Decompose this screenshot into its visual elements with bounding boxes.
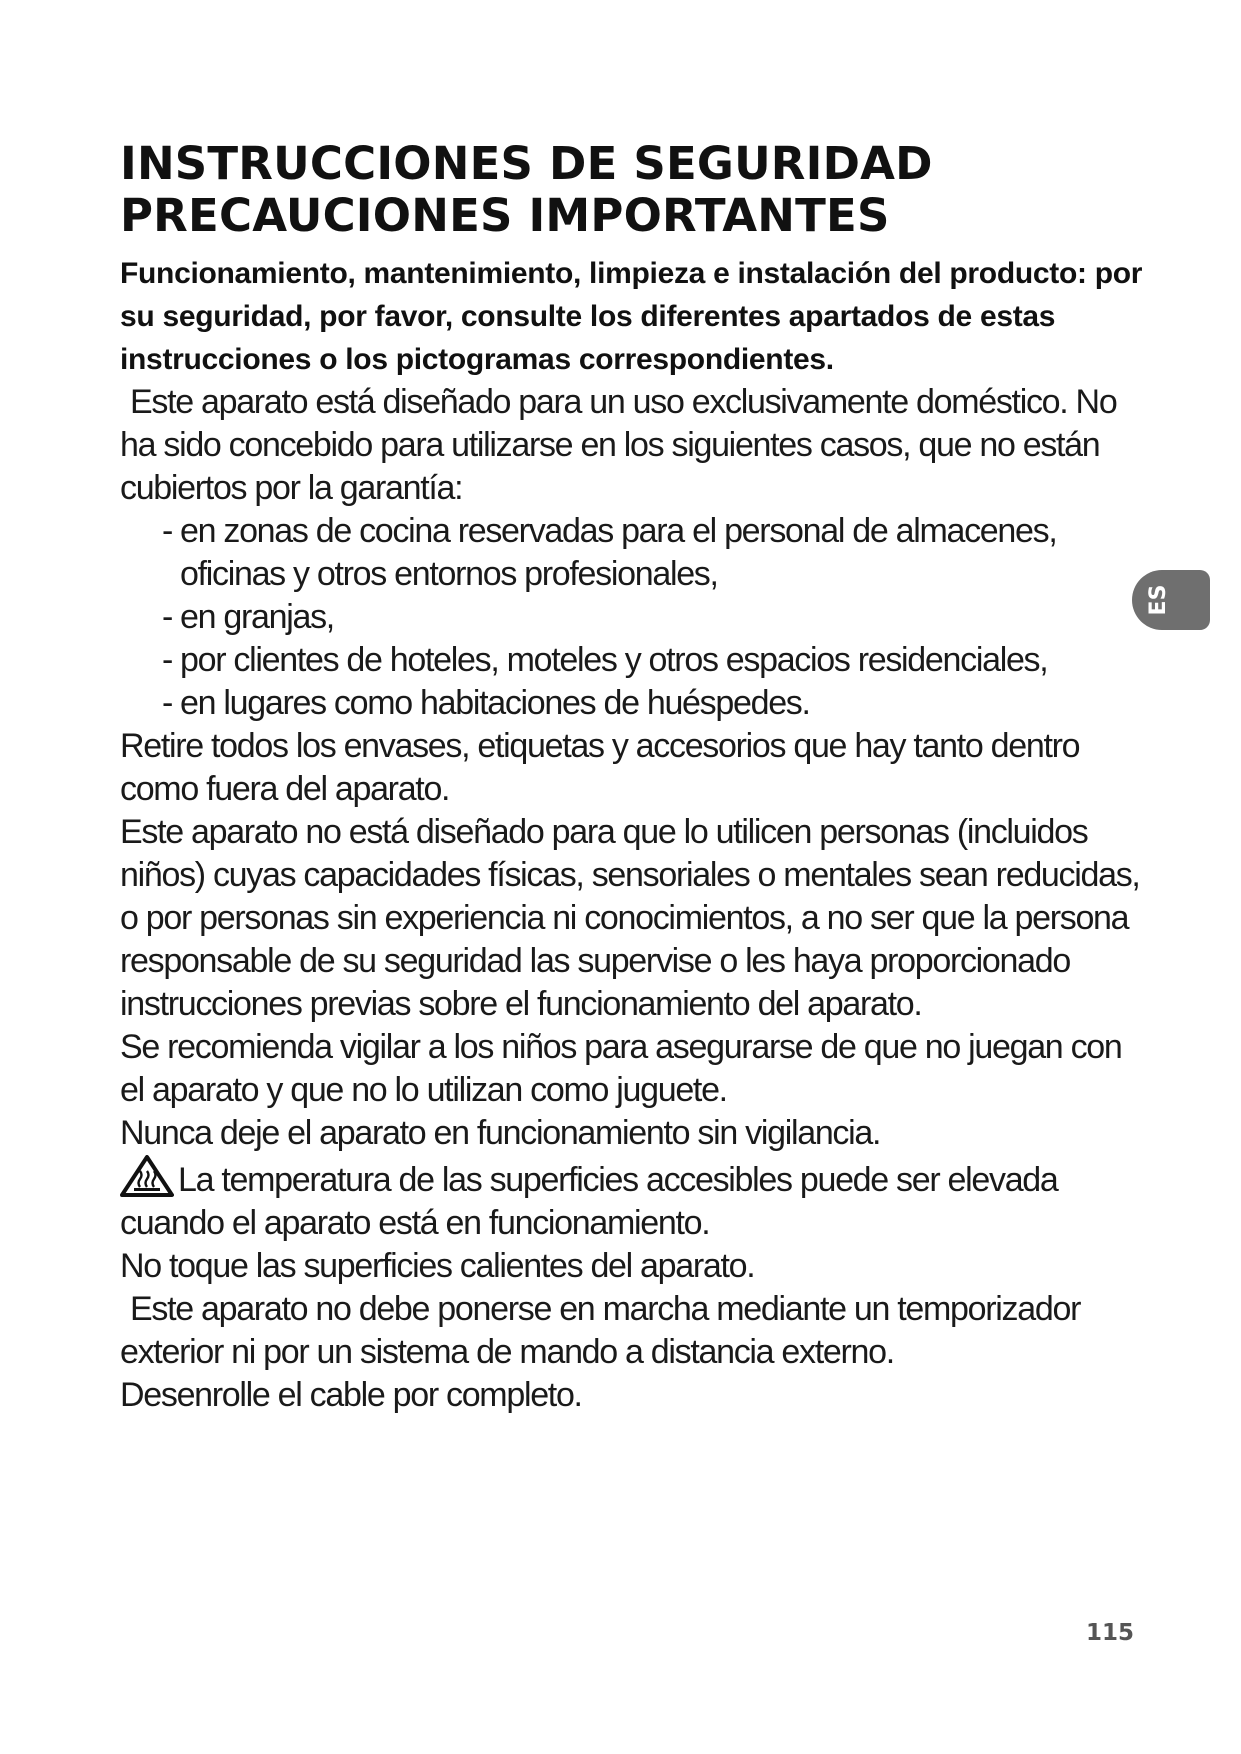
- paragraph-reduced-capacities: Este aparato no está diseñado para que lo utilicen personas (incluidos niños) cuyas capacidades físicas, sensoriales o mentales sean reducidas, o por personas sin experiencia ni conocimientos, a no ser que la persona responsable de su seguridad las supervise o les haya proporcionado instrucciones previas sobre el funcionamiento del aparato.: [120, 813, 1140, 1023]
- list-marker: -: [162, 598, 173, 636]
- paragraph-children-supervision: Se recomienda vigilar a los niños para asegurarse de que no juegan con el aparato y que no lo utilizan como juguete.: [120, 1028, 1122, 1109]
- list-item: [120, 596, 1150, 639]
- intro-text: Funcionamiento, mantenimiento, limpieza e instalación del producto: por su seguridad, por favor, consulte los diferentes apartados de estas instrucciones o los pictogramas correspondientes.: [120, 257, 1143, 376]
- title-line-1: INSTRUCCIONES DE SEGURIDAD: [120, 137, 933, 190]
- paragraph-remove-packaging: Retire todos los envases, etiquetas y accesorios que hay tanto dentro como fuera del aparato.: [120, 727, 1080, 808]
- hot-surface-warning-icon: [120, 1155, 174, 1197]
- list-item-text: por clientes de hoteles, moteles y otros espacios residenciales,: [180, 641, 1048, 679]
- paragraph-hot-surfaces: [120, 1155, 1150, 1245]
- paragraph-no-unattended: Nunca deje el aparato en funcionamiento sin vigilancia.: [120, 1114, 881, 1152]
- list-item-text: en lugares como habitaciones de huéspedes.: [180, 684, 810, 722]
- hot-surfaces-text: La temperatura de las superficies accesibles puede ser elevada cuando el aparato está en funcionamiento.: [120, 1161, 1058, 1242]
- list-item-text: en granjas,: [180, 598, 334, 636]
- body-text: [120, 381, 1150, 1417]
- paragraph-domestic-use: Este aparato está diseñado para un uso exclusivamente doméstico. No ha sido concebido para utilizarse en los siguientes casos, que no están cubiertos por la garantía:: [120, 383, 1117, 507]
- exclusions-list: [120, 510, 1150, 725]
- list-item-text: en zonas de cocina reservadas para el personal de almacenes, oficinas y otros entornos profesionales,: [180, 512, 1057, 593]
- list-marker: -: [162, 684, 173, 722]
- paragraph-unwind-cable: Desenrolle el cable por completo.: [120, 1376, 582, 1414]
- title-line-2: PRECAUCIONES IMPORTANTES: [120, 189, 890, 242]
- page-title: [120, 138, 1150, 242]
- paragraph-timer: Este aparato no debe ponerse en marcha mediante un temporizador exterior ni por un sistema de mando a distancia externo.: [120, 1290, 1081, 1371]
- list-marker: -: [162, 512, 173, 550]
- list-marker: -: [162, 641, 173, 679]
- language-tab-label: ES: [1145, 584, 1171, 616]
- list-item: [120, 639, 1150, 682]
- list-item: [120, 510, 1150, 596]
- paragraph-do-not-touch: No toque las superficies calientes del aparato.: [120, 1247, 755, 1285]
- list-item: [120, 682, 1150, 725]
- document-page: [120, 138, 1150, 1417]
- page-number: 115: [1086, 1620, 1135, 1646]
